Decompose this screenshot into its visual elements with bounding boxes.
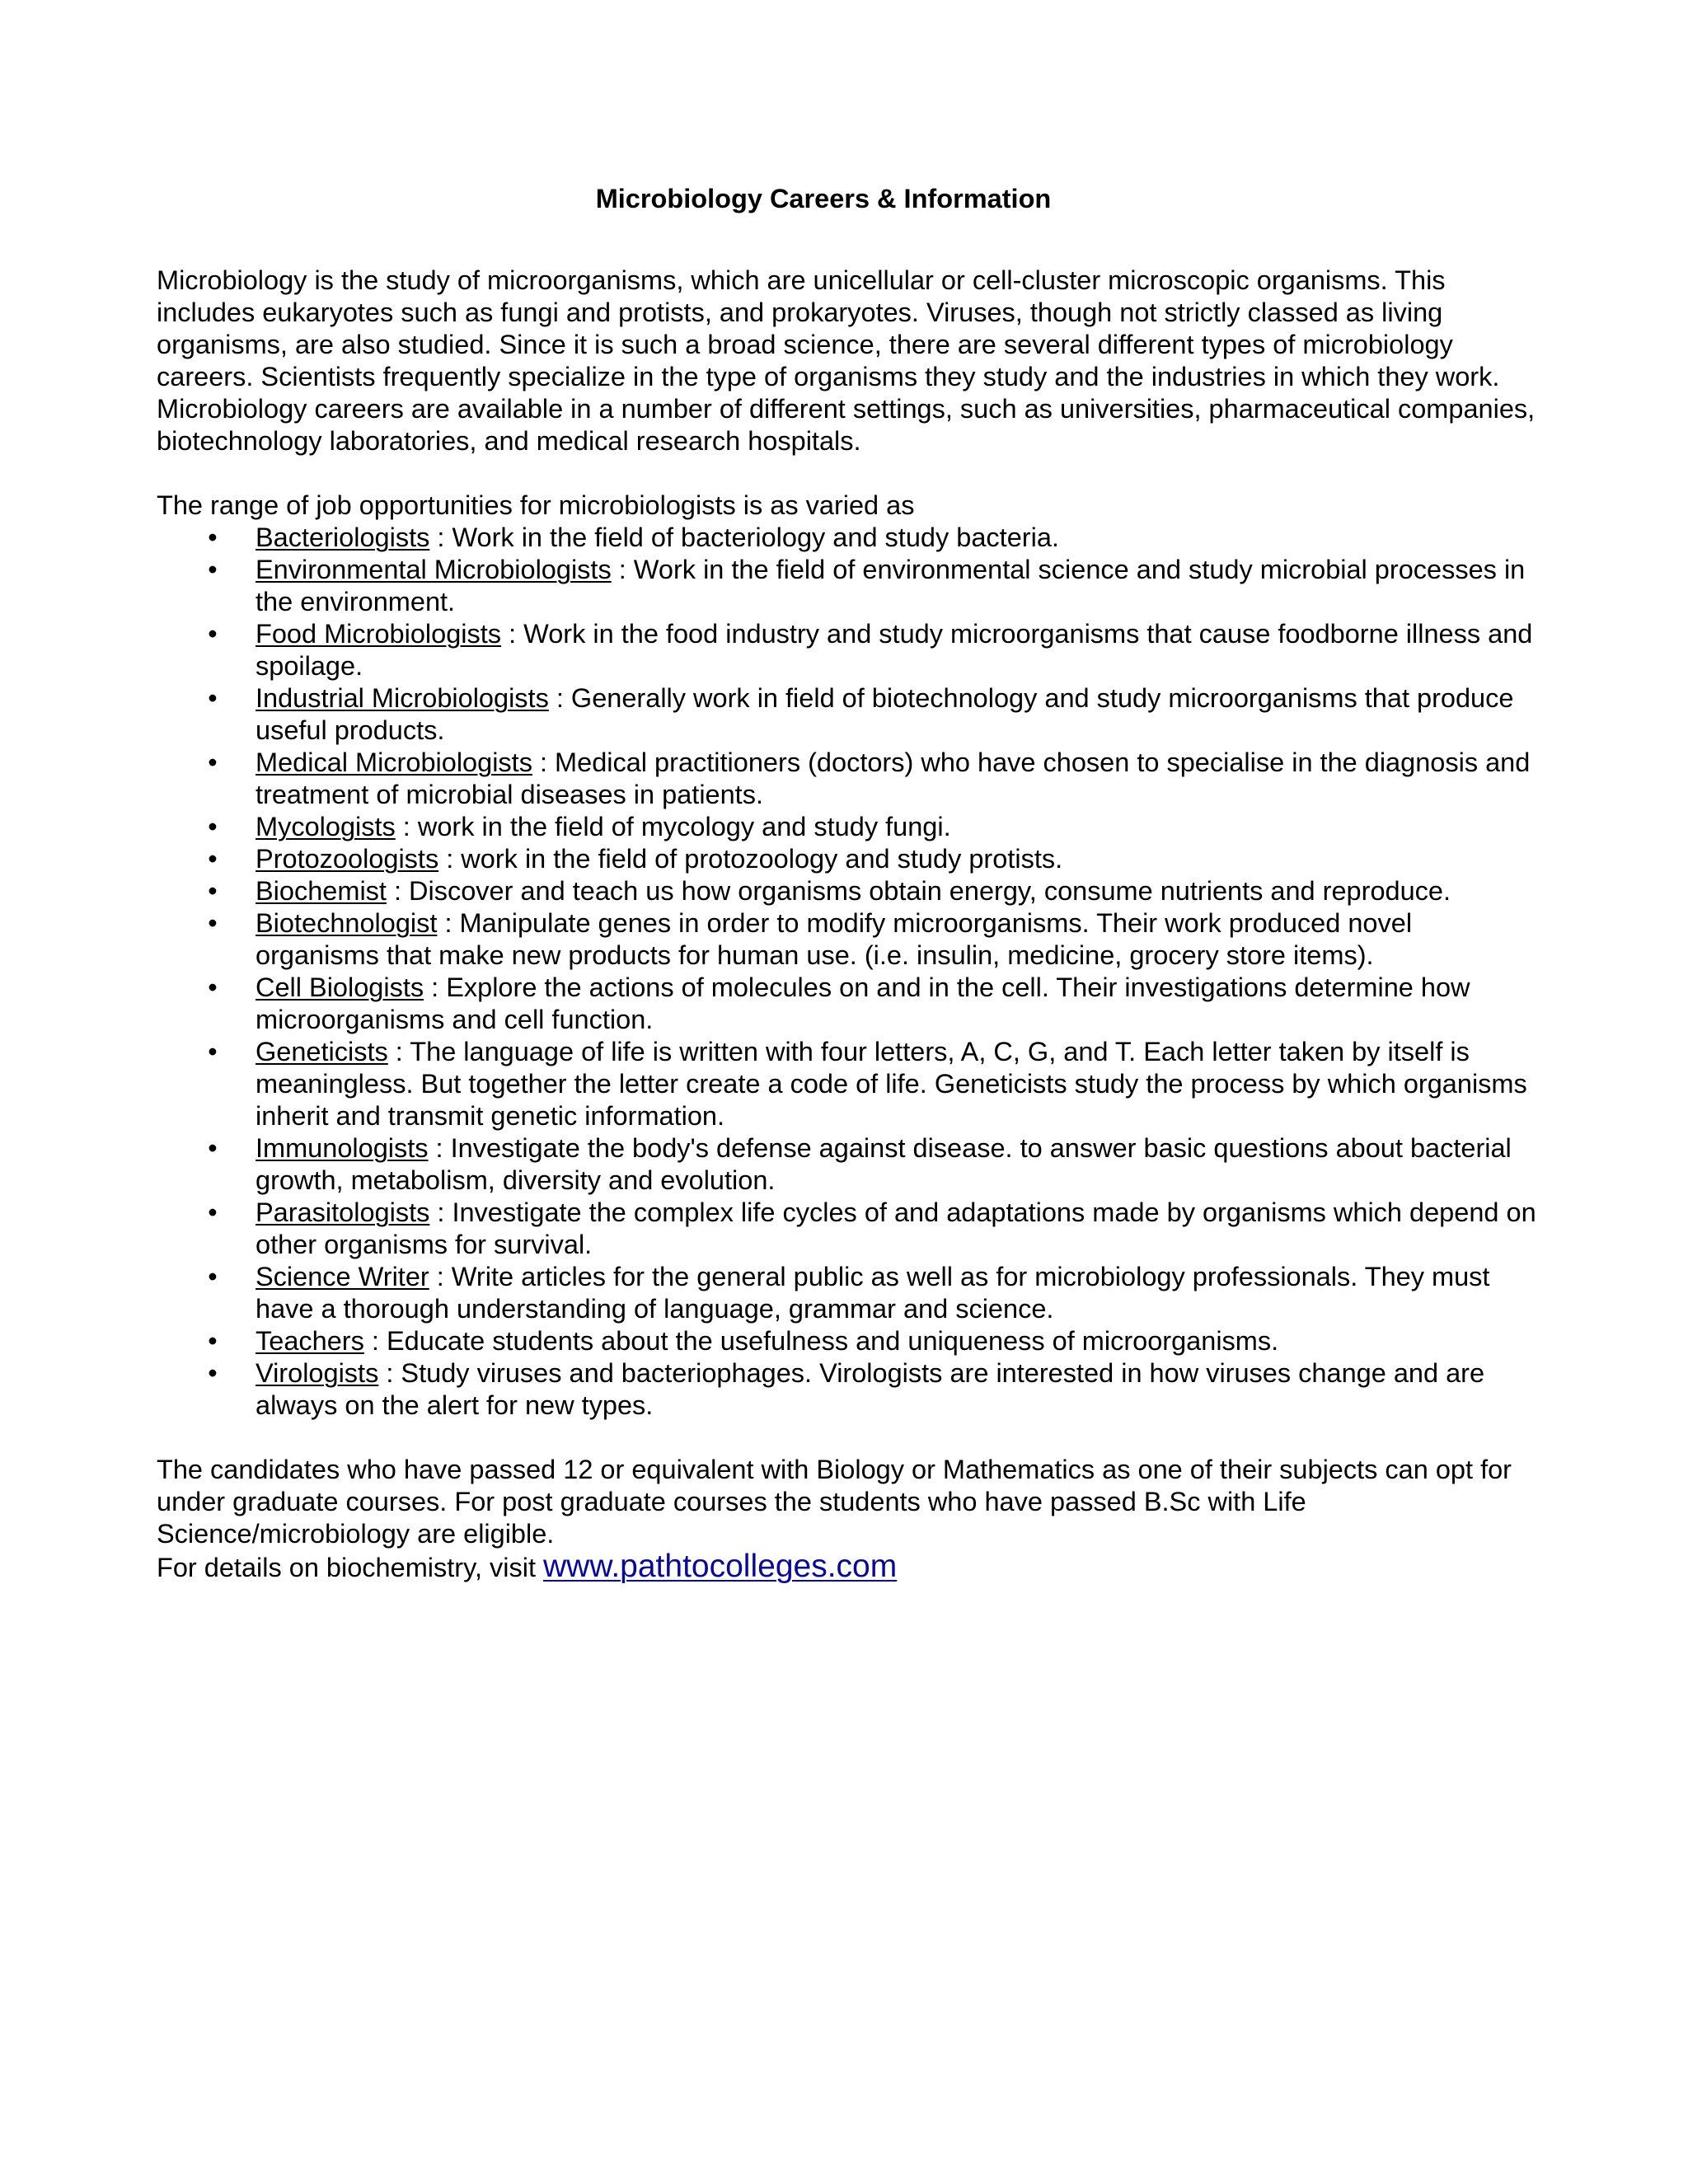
bullet-icon: •	[208, 1358, 218, 1388]
range-intro: The range of job opportunities for microbiologists is as varied as	[157, 490, 915, 520]
bullet-icon: •	[208, 748, 218, 777]
career-description: : Generally work in field of biotechnology and study microorganisms that produce useful products.	[256, 683, 1514, 745]
career-term: Food Microbiologists	[256, 619, 502, 649]
career-term: Bacteriologists	[256, 523, 430, 552]
career-list-item	[208, 875, 1541, 907]
career-term: Cell Biologists	[256, 972, 424, 1002]
career-list-item	[208, 1036, 1541, 1132]
career-term: Immunologists	[256, 1133, 429, 1163]
career-term: Industrial Microbiologists	[256, 683, 549, 713]
careers-list	[157, 522, 1541, 1422]
career-list-item	[208, 682, 1541, 747]
career-list-item	[208, 522, 1541, 554]
career-description: : Write articles for the general public as well as for microbiology professionals. They must have a thorough understanding of language, grammar and science.	[256, 1262, 1490, 1324]
career-list-item	[208, 747, 1541, 811]
career-description: : Explore the actions of molecules on and in the cell. Their investigations determine how microorganisms and cell function.	[256, 972, 1470, 1034]
pathtocolleges-link[interactable]: www.pathtocolleges.com	[543, 1549, 898, 1584]
bullet-icon: •	[208, 523, 218, 552]
career-list-item	[208, 1325, 1541, 1357]
career-description: : Medical practitioners (doctors) who have chosen to specialise in the diagnosis and treatment of microbial diseases in patients.	[256, 748, 1531, 809]
career-list-item	[208, 1261, 1541, 1325]
career-list-item	[208, 907, 1541, 972]
career-term: Biochemist	[256, 876, 387, 906]
bullet-icon: •	[208, 1133, 218, 1163]
intro-paragraph: Microbiology is the study of microorganisms, which are unicellular or cell-cluster microscopic organisms. This includes eukaryotes such as fungi and protists, and prokaryotes. Viruses, though not strictly classed as living organisms, are also studied. Since it is such a broad science, there are several different types of microbiology careers. Scientists frequently specialize in the type of organisms they study and the industries in which they work. Microbiology careers are available in a number of different settings, such as universities, pharmaceutical companies, biotechnology laboratories, and medical research hospitals.	[157, 265, 1536, 456]
career-description: : Work in the field of bacteriology and study bacteria.	[429, 523, 1059, 552]
bullet-icon: •	[208, 844, 218, 874]
bullet-icon: •	[208, 1326, 218, 1356]
career-list-item	[208, 811, 1541, 843]
details-line	[157, 1550, 1541, 1584]
bullet-icon: •	[208, 876, 218, 906]
career-description: : Investigate the complex life cycles of and adaptations made by organisms which depend on other organisms for survival.	[256, 1197, 1536, 1259]
eligibility-paragraph: The candidates who have passed 12 or equivalent with Biology or Mathematics as one of their subjects can opt for under graduate courses. For post graduate courses the students who have passed B.Sc with Life Science/microbiology are eligible.	[157, 1455, 1512, 1549]
career-term: Geneticists	[256, 1037, 388, 1066]
career-description: : Work in the food industry and study microorganisms that cause foodborne illness and spoilage.	[256, 619, 1533, 681]
bullet-icon: •	[208, 1197, 218, 1227]
career-list-item	[208, 972, 1541, 1036]
career-term: Medical Microbiologists	[256, 748, 532, 777]
career-term: Mycologists	[256, 812, 396, 841]
document-body	[157, 183, 1541, 1584]
career-description: : work in the field of protozoology and study protists.	[438, 844, 1063, 874]
bullet-icon: •	[208, 972, 218, 1002]
career-list-item	[208, 1197, 1541, 1261]
career-term: Virologists	[256, 1358, 379, 1388]
career-description: : Manipulate genes in order to modify microorganisms. Their work produced novel organisms that make new products for human use. (i.e. insulin, medicine, grocery store items).	[256, 908, 1413, 970]
career-description: : Investigate the body's defense against disease. to answer basic questions about bacterial growth, metabolism, diversity and evolution.	[256, 1133, 1512, 1195]
bullet-icon: •	[208, 1262, 218, 1291]
career-list-item	[208, 1132, 1541, 1197]
page-title: Microbiology Careers & Information	[595, 184, 1052, 213]
bullet-icon: •	[208, 683, 218, 713]
bullet-icon: •	[208, 812, 218, 841]
career-term: Science Writer	[256, 1262, 429, 1291]
career-list-item	[208, 843, 1541, 875]
career-term: Teachers	[256, 1326, 364, 1356]
career-term: Protozoologists	[256, 844, 439, 874]
career-term: Parasitologists	[256, 1197, 430, 1227]
career-description: : Discover and teach us how organisms obtain energy, consume nutrients and reproduce.	[386, 876, 1451, 906]
career-term: Environmental Microbiologists	[256, 555, 612, 584]
career-list-item	[208, 1357, 1541, 1422]
bullet-icon: •	[208, 555, 218, 584]
career-description: : The language of life is written with four letters, A, C, G, and T. Each letter taken by itself is meaningless. But together the letter create a code of life. Geneticists study the process by which organisms inherit and transmit genetic information.	[256, 1037, 1527, 1131]
career-description: : work in the field of mycology and study fungi.	[395, 812, 951, 841]
bullet-icon: •	[208, 908, 218, 938]
bullet-icon: •	[208, 1037, 218, 1066]
career-list-item	[208, 554, 1541, 618]
career-description: : Study viruses and bacteriophages. Virologists are interested in how viruses change and are always on the alert for new types.	[256, 1358, 1485, 1420]
career-description: : Work in the field of environmental science and study microbial processes in the environment.	[256, 555, 1526, 616]
bullet-icon: •	[208, 619, 218, 649]
details-prefix: For details on biochemistry, visit	[157, 1553, 543, 1582]
career-description: : Educate students about the usefulness and uniqueness of microorganisms.	[363, 1326, 1279, 1356]
career-list-item	[208, 618, 1541, 682]
career-term: Biotechnologist	[256, 908, 438, 938]
